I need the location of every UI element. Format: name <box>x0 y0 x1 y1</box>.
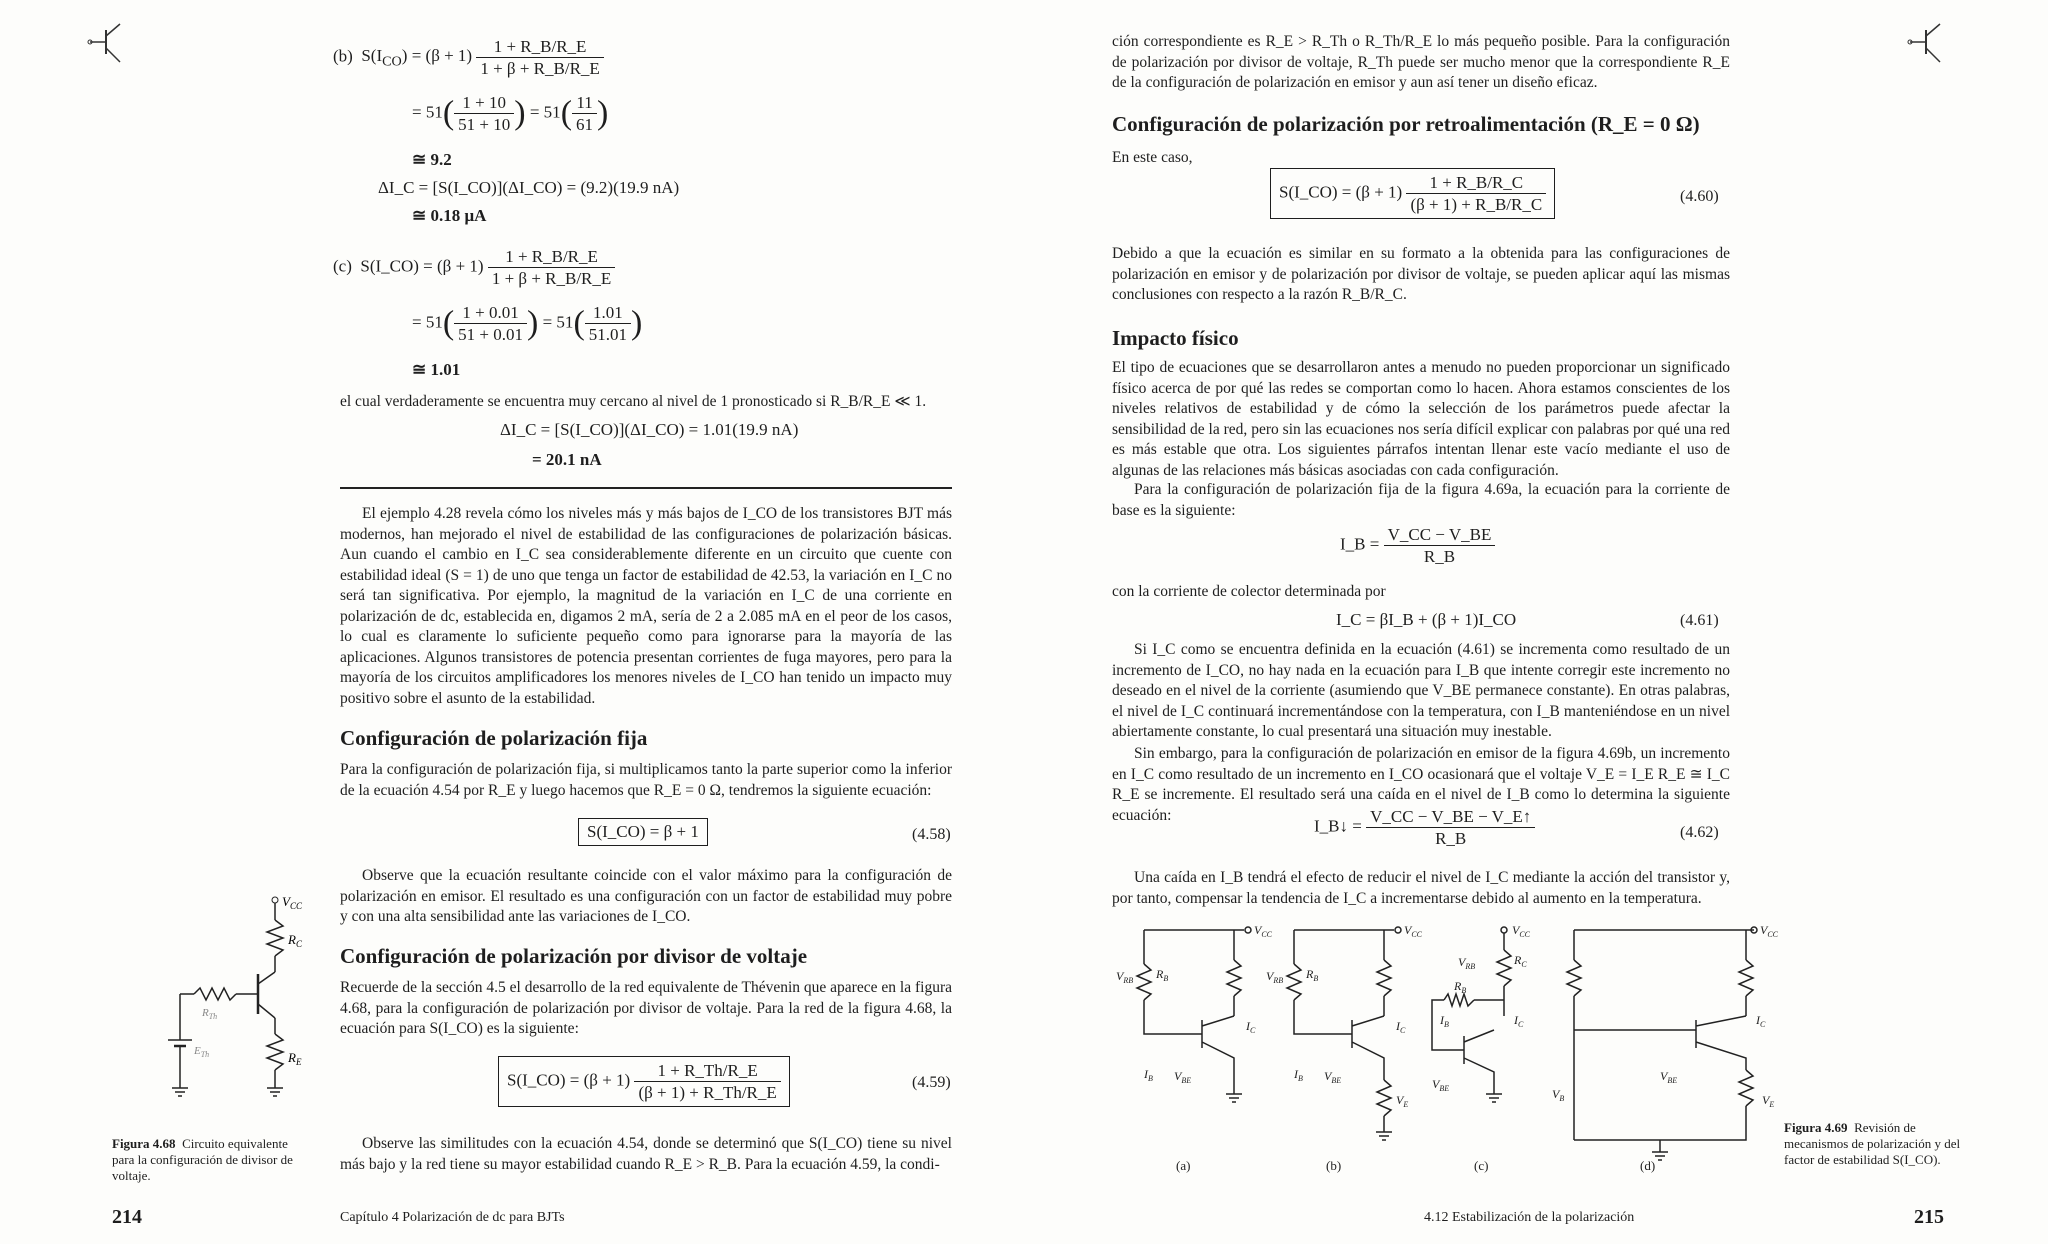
fig-b-ve: $V_E$ <box>1396 1093 1409 1109</box>
page-number-right: 215 <box>1914 1206 1944 1228</box>
paragraph-impact-2: Para la configuración de polarización fija de la figura 4.69a, la ecuación para la corriente de base es la siguiente: <box>1112 481 1730 519</box>
fig-label-eth: $E_{Th}$ <box>194 1045 210 1059</box>
fig-a-rb: $R_B$ <box>1156 967 1169 983</box>
eq-b-delta-result: ≅ 0.18 μA <box>412 206 487 225</box>
eq-c-delta-result: = 20.1 nA <box>532 450 602 469</box>
equation-number-4-59: (4.59) <box>912 1074 951 1091</box>
fig-d-ic: $I_C$ <box>1756 1013 1766 1029</box>
paragraph-voltage-divider-2: Observe las similitudes con la ecuación 4.54, donde se determinó que S(I_CO) tiene su nivel más bajo y la red tiene su mayor estabilidad cuando R_E > R_B. Para la ecuación 4.59, la condi- <box>340 1135 952 1173</box>
fig-d-ve: $V_E$ <box>1762 1093 1775 1109</box>
eq-b-delta: ΔI_C = [S(I_CO)](ΔI_CO) = (9.2)(19.9 nA) <box>378 178 680 197</box>
paragraph-fixed-bias: Para la configuración de polarización fija, si multiplicamos tanto la parte superior como la inferior de la ecuación 4.54 por R_E y luego hacemos que R_E = 0 Ω, tendremos la siguiente ecuación: <box>340 761 952 799</box>
fig-a-vcc: $V_{CC}$ <box>1254 923 1273 939</box>
fig-c-ic: $I_C$ <box>1514 1013 1524 1029</box>
fig-a-vrb: $V_{RB}$ <box>1116 969 1134 985</box>
equation-number-4-60: (4.60) <box>1680 188 1719 205</box>
eq-c-step1: = 51( $\frac{1 + 0.01}{51 + 0.01}$ ) = 51( $\frac{1.01}{51.01}$ ) <box>412 303 643 344</box>
paragraph-impact-5: Sin embargo, para la configuración de polarización en emisor de la figura 4.69b, un incremento en I_C como resultado de un incremento en I_CO ocasionará que el voltaje V_E = I_E R_E ≅ I_C R_E se incremente. El resultado será una caída en el nivel de I_B como lo determina la siguiente ecuación: <box>1112 745 1730 824</box>
fig-c-vrb: $V_{RB}$ <box>1458 955 1476 971</box>
paragraph-example-summary: El ejemplo 4.28 revela cómo los niveles más y más bajos de I_CO de los transistores BJT más modernos, han mejorado el nivel de estabilidad de las configuraciones de polarización básicas. Aun cuando el cambio en I_C sea considerablemente diferente en un circuito que cuente con estabilidad ideal (S = 1) de uno que tenga un factor de estabilidad de 42.53, la variación en I_C no será tan significativa. Por ejemplo, la magnitud de la variación en I_C de una corriente en polarización de dc, establecida en, digamos 2 mA, sería de 2 a 2.085 mA en el peor de los casos, lo cual es claramente lo suficiente pequeño como para ignorarse para la mayoría de las aplicaciones. Algunos transistores de potencia presentan corrientes de fuga mayores, pero para la mayoría de los circuitos amplificadores los menores niveles de I_CO han tenido un impacto muy positivo sobre el asunto de la estabilidad. <box>340 505 952 707</box>
equation-4-61: I_C = βI_B + (β + 1)I_CO <box>1336 610 1517 629</box>
paragraph-feedback-2: Debido a que la ecuación es similar en su formato a la obtenida para las configuraciones de polarización en emisor y de polarización por divisor de voltaje, se pueden aplicar aquí las mismas conclusiones con respecto a la razón R_B/R_C. <box>1112 245 1730 303</box>
eq-b-line1: (b) $S(I_{CO}) = (\beta + 1)$ $\frac{1 + R\_B/R\_E}{1 + \beta + R\_B/R\_E}$ <box>333 36 604 79</box>
fig-d-vcc: $V_{CC}$ <box>1760 923 1779 939</box>
fig-d-vb: $V_B$ <box>1552 1087 1565 1103</box>
subfig-label-a: (a) <box>1176 1158 1191 1173</box>
heading-feedback-bias: Configuración de polarización por retroalimentación (R_E = 0 Ω) <box>1112 112 1700 136</box>
paragraph-voltage-divider: Recuerde de la sección 4.5 el desarrollo de la red equivalente de Thévenin que aparece en la figura 4.68, para la configuración de polarización por divisor de voltaje. Para la red de la figura 4.68, la ecuación para S(I_CO) es la siguiente: <box>340 979 952 1037</box>
eq-c-fraction: $\frac{1 + R\_B/R\_E}{1 + \beta + R\_B/R\_E}$ <box>488 246 615 289</box>
fig-b-ib: $I_B$ <box>1294 1067 1303 1083</box>
figure-4-68-caption: Figura 4.68 Circuito equivalente para la configuración de divisor de voltaje. <box>112 1136 293 1183</box>
eq-b-fraction: $\frac{1 + R\_B/R\_E}{1 + \beta + R\_B/R\_E}$ <box>476 36 603 79</box>
paragraph-continuation: ción correspondiente es R_E > R_Th o R_Th/R_E lo más pequeño posible. Para la configuración de polarización por divisor de voltaje, R_Th puede ser mucho menor que la correspondiente R_E de la configuración de polarización en emisor y aun así tener un diseño eficaz. <box>1112 33 1730 91</box>
fig-a-ib: $I_B$ <box>1144 1067 1153 1083</box>
fig-a-vbe: $V_{BE}$ <box>1174 1069 1192 1085</box>
right-page <box>1024 0 2048 1244</box>
heading-fixed-bias: Configuración de polarización fija <box>340 726 648 750</box>
eq-b-result: ≅ 9.2 <box>412 150 452 169</box>
fig-b-vrb: $V_{RB}$ <box>1266 969 1284 985</box>
paragraph-feedback: En este caso, <box>1112 149 1193 166</box>
heading-physical-impact: Impacto físico <box>1112 326 1239 350</box>
fig-c-vcc: $V_{CC}$ <box>1512 923 1531 939</box>
running-head-right: 4.12 Estabilización de la polarización <box>1424 1210 1635 1225</box>
part-label-c: (c) <box>333 256 352 276</box>
equation-ib: I_B = $\frac{V\_CC - V\_BE}{R\_B}$ <box>1340 524 1495 567</box>
fig-b-ic: $I_C$ <box>1396 1019 1406 1035</box>
heading-voltage-divider: Configuración de polarización por divisor de voltaje <box>340 944 808 968</box>
page-number-left: 214 <box>112 1206 142 1228</box>
fig-d-vbe: $V_{BE}$ <box>1660 1069 1678 1085</box>
fig-a-ic: $I_C$ <box>1246 1019 1256 1035</box>
fig-c-ib: $I_B$ <box>1440 1013 1449 1029</box>
eq-c-sentence: el cual verdaderamente se encuentra muy cercano al nivel de 1 pronosticado si R_B/R_E ≪ 1. <box>340 393 927 410</box>
fig-c-vbe: $V_{BE}$ <box>1432 1077 1450 1093</box>
paragraph-fixed-bias-2: Observe que la ecuación resultante coincide con el valor máximo para la configuración de polarización en emisor. El resultado es una configuración con un factor de estabilidad muy pobre y con una alta sensibilidad ante las variaciones de I_CO. <box>340 867 952 925</box>
fig-label-rth: $R_{Th}$ <box>202 1007 218 1021</box>
subfig-label-c: (c) <box>1474 1158 1489 1173</box>
equation-number-4-58: (4.58) <box>912 826 951 843</box>
figure-4-69-circuits <box>1114 920 1779 1180</box>
subfig-label-d: (d) <box>1640 1158 1656 1173</box>
equation-4-59: S(I_CO) = (β + 1) $\frac{1 + R\_Th/R\_E}{(\beta + 1) + R\_Th/R\_E}$ <box>498 1056 790 1107</box>
part-label-b: (b) <box>333 46 353 66</box>
fig-label-rc: $R_C$ <box>288 932 302 949</box>
fig-label-re: $R_E$ <box>288 1050 302 1067</box>
equation-number-4-62: (4.62) <box>1680 824 1719 841</box>
figure-4-68-circuit <box>150 892 320 1120</box>
paragraph-impact-3: con la corriente de colector determinada por <box>1112 583 1386 600</box>
eq-c-line1: (c) S(I_CO) = (β + 1) $\frac{1 + R\_B/R\_E}{1 + \beta + R\_B/R\_E}$ <box>333 246 615 289</box>
subfig-label-b: (b) <box>1326 1158 1342 1173</box>
fig-b-vcc: $V_{CC}$ <box>1404 923 1423 939</box>
end-example-rule <box>340 487 952 489</box>
eq-c-result: ≅ 1.01 <box>412 360 461 379</box>
eq-b-step1: = 51( $\frac{1 + 10}{51 + 10}$ ) = 51( $\frac{11}{61}$ ) <box>412 93 609 134</box>
fig-label-vcc: $V_{CC}$ <box>282 894 302 911</box>
fig-c-rc: $R_C$ <box>1514 953 1527 969</box>
equation-4-60: S(I_CO) = (β + 1) $\frac{1 + R\_B/R\_C}{(\beta + 1) + R\_B/R\_C}$ <box>1270 168 1555 219</box>
running-head-left: Capítulo 4 Polarización de dc para BJTs <box>340 1210 565 1225</box>
fig-c-rb: $R_B$ <box>1454 979 1467 995</box>
transistor-margin-icon <box>88 18 130 68</box>
eq-c-delta: ΔI_C = [S(I_CO)](ΔI_CO) = 1.01(19.9 nA) <box>500 420 799 439</box>
figure-4-69-caption: Figura 4.69 Revisión de mecanismos de polarización y del factor de estabilidad S(I_CO). <box>1784 1120 1961 1167</box>
equation-4-58: S(I_CO) = β + 1 <box>578 818 708 846</box>
paragraph-impact-1: El tipo de ecuaciones que se desarrollaron antes a menudo no pueden proporcionar un significado físico acerca de por qué las redes se comportan como lo hacen. Ahora estamos conscientes de los niveles relativos de estabilidad y de cómo la selección de los parámetros puede afectar la sensibilidad de la red, pero sin las ecuaciones nos sería difícil explicar con palabras por qué una red es más estable que otra. Los siguientes párrafos intentan llenar este vacío mediante el uso de algunas de las relaciones más básicas asociadas con cada configuración. <box>1112 359 1730 479</box>
equation-number-4-61: (4.61) <box>1680 612 1719 629</box>
paragraph-impact-6: Una caída en I_B tendrá el efecto de reducir el nivel de I_C mediante la acción del transistor y, por tanto, compensar la tendencia de I_C a incrementarse debido al aumento en la temperatura. <box>1112 869 1730 907</box>
transistor-margin-icon <box>1908 18 1950 68</box>
fig-b-vbe: $V_{BE}$ <box>1324 1069 1342 1085</box>
fig-b-rb: $R_B$ <box>1306 967 1319 983</box>
paragraph-impact-4: Si I_C como se encuentra definida en la ecuación (4.61) se incrementa como resultado de un incremento de I_CO, no hay nada en la ecuación para I_B que intente corregir este incremento no deseado en el nivel de la corriente (asumiendo que V_BE permanece constante). En otras palabras, el nivel de I_C continuará incrementándose con la temperatura, con I_B manteniéndose en un nivel abiertamente constante, lo cual presentará una situación muy inestable. <box>1112 641 1730 740</box>
equation-4-62: I_B↓ = $\frac{V\_CC - V\_BE - V\_E↑}{R\_B}$ <box>1314 806 1535 849</box>
